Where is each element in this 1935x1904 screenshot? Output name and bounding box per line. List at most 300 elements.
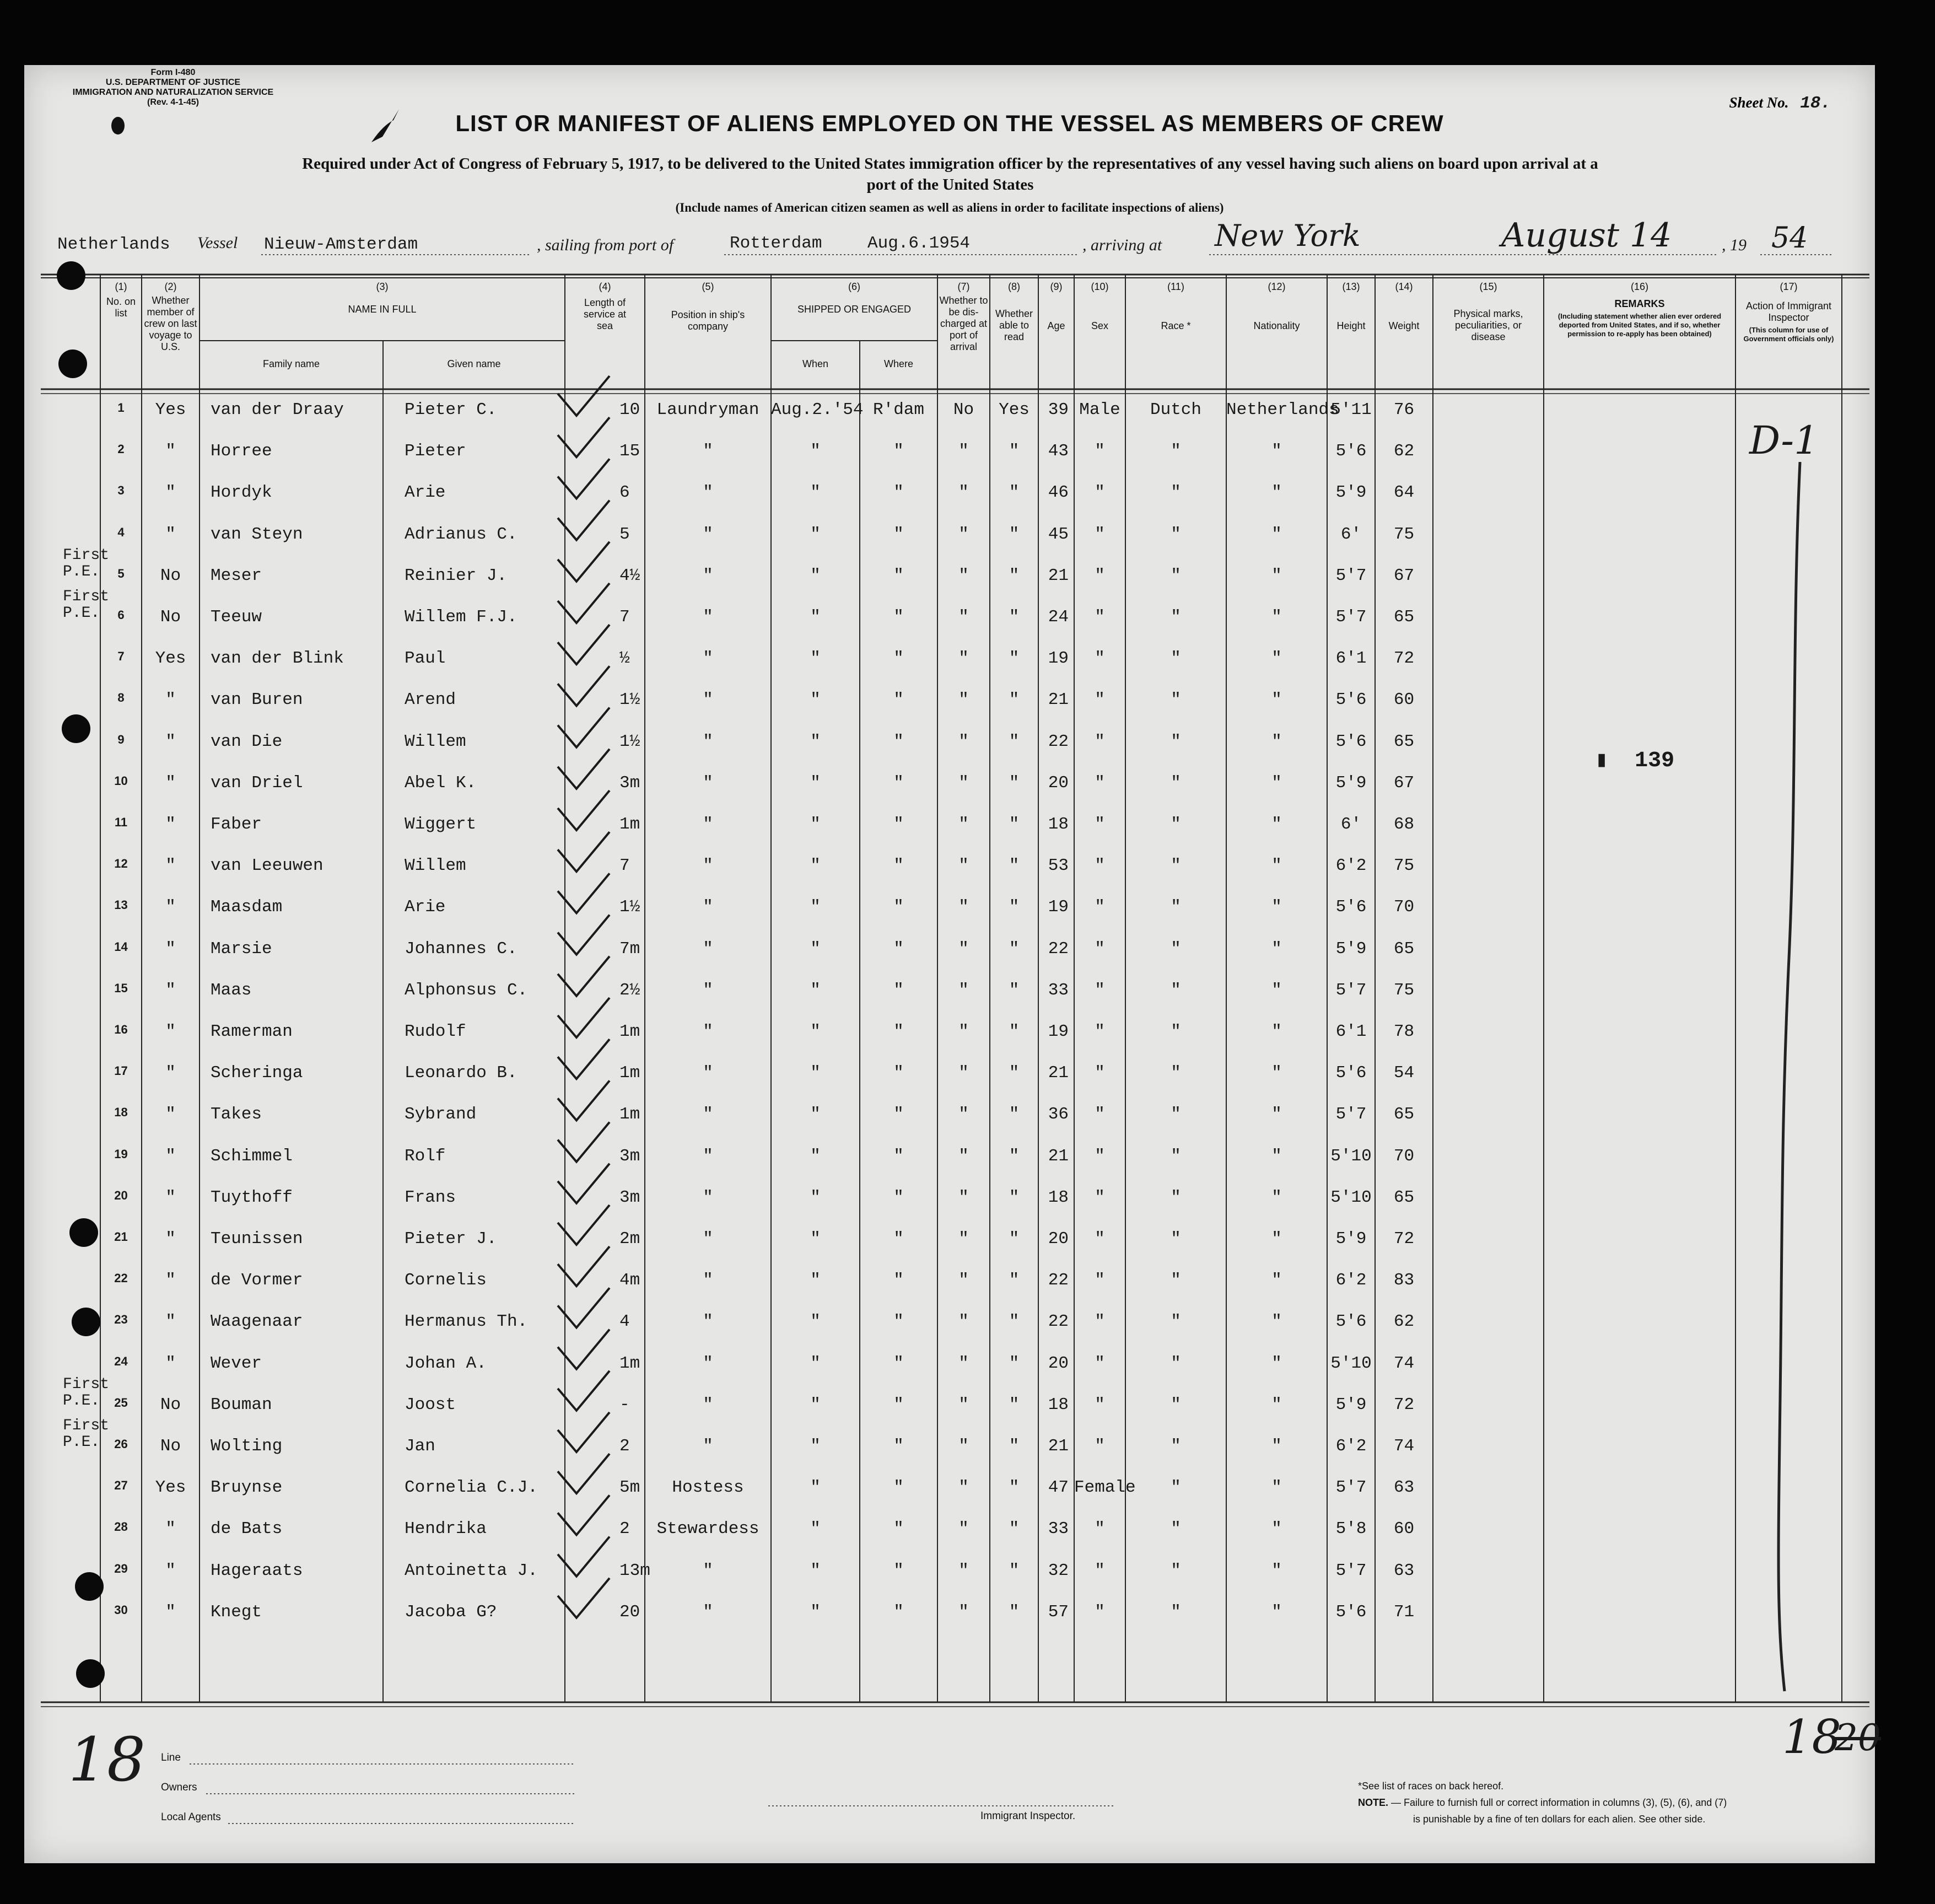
nationality: " bbox=[1271, 1187, 1282, 1207]
position: Hostess bbox=[672, 1478, 744, 1498]
sex: " bbox=[1095, 1063, 1105, 1083]
shipped-where: " bbox=[893, 690, 904, 710]
weight: 67 bbox=[1393, 566, 1415, 585]
col15-header: (15) Physical marks, peculiarities, or disease bbox=[1453, 281, 1523, 342]
shipped-where: " bbox=[893, 442, 904, 461]
position: " bbox=[703, 442, 713, 461]
col3-header: (3) NAME IN FULL bbox=[348, 281, 417, 315]
shipped-when: " bbox=[810, 607, 821, 627]
given-name: Antoinetta J. bbox=[405, 1561, 538, 1580]
nationality: " bbox=[1271, 980, 1282, 1000]
punch-hole bbox=[75, 1572, 104, 1601]
weight: 70 bbox=[1393, 897, 1415, 917]
given-name: Frans bbox=[405, 1187, 456, 1207]
manifest-title: LIST OR MANIFEST OF ALIENS EMPLOYED ON THE VESSEL AS MEMBERS OF CREW bbox=[455, 110, 1444, 136]
service-length: 2½ bbox=[619, 980, 640, 1000]
sheet-hand-left: 18 bbox=[68, 1724, 145, 1795]
previous-voyage: " bbox=[165, 1519, 176, 1539]
check-mark bbox=[558, 708, 610, 747]
family-name: de Vormer bbox=[211, 1271, 303, 1290]
family-name: van Steyn bbox=[211, 524, 303, 544]
col3-given-header: Given name bbox=[447, 358, 501, 369]
col1-header: (1) No. on list bbox=[106, 281, 136, 319]
shipped-when: " bbox=[810, 1437, 821, 1456]
to-be-discharged: " bbox=[958, 524, 969, 544]
service-length: 4 bbox=[619, 1312, 630, 1332]
family-name: van Leeuwen bbox=[211, 856, 324, 876]
able-to-read: " bbox=[1009, 1561, 1020, 1580]
previous-voyage: " bbox=[165, 897, 176, 917]
previous-voyage: " bbox=[165, 1353, 176, 1373]
check-mark bbox=[558, 915, 610, 955]
nationality: " bbox=[1271, 856, 1282, 876]
shipped-where: " bbox=[893, 1063, 904, 1083]
row-number: 4 bbox=[117, 525, 125, 539]
able-to-read: " bbox=[1009, 524, 1020, 544]
position: " bbox=[703, 483, 713, 503]
sex: " bbox=[1095, 1229, 1105, 1249]
row-number: 28 bbox=[114, 1520, 128, 1534]
age: 21 bbox=[1048, 566, 1069, 585]
position: " bbox=[703, 1561, 713, 1580]
subtitle-note: (Include names of American citizen seamen as well as aliens in order to facilitate inspections of aliens) bbox=[675, 201, 1224, 214]
vessel-country: Netherlands bbox=[57, 235, 170, 254]
height: 5'6 bbox=[1335, 690, 1367, 710]
able-to-read: " bbox=[1009, 1271, 1020, 1290]
manifest-sheet bbox=[24, 65, 1881, 1863]
weight: 63 bbox=[1393, 1561, 1415, 1580]
weight: 78 bbox=[1393, 1022, 1415, 1041]
to-be-discharged: " bbox=[958, 1395, 969, 1414]
shipped-when: " bbox=[810, 1312, 821, 1332]
to-be-discharged: " bbox=[958, 442, 969, 461]
row-number: 30 bbox=[114, 1602, 128, 1617]
vessel-name: Nieuw-Amsterdam bbox=[264, 235, 418, 254]
footer-owners-label: Owners bbox=[161, 1782, 197, 1793]
age: 18 bbox=[1048, 1187, 1069, 1207]
remarks-stamp: ▮ 139 bbox=[1595, 749, 1675, 773]
service-length: 1m bbox=[619, 1353, 640, 1373]
sex: " bbox=[1095, 1561, 1105, 1580]
able-to-read: " bbox=[1009, 1022, 1020, 1041]
given-name: Paul bbox=[405, 649, 446, 669]
given-name: Cornelis bbox=[405, 1271, 487, 1290]
check-mark bbox=[558, 1039, 610, 1079]
shipped-where: " bbox=[893, 897, 904, 917]
shipped-when: " bbox=[810, 442, 821, 461]
shipped-when: " bbox=[810, 732, 821, 751]
position: " bbox=[703, 732, 713, 751]
shipped-where: " bbox=[893, 1312, 904, 1332]
weight: 71 bbox=[1393, 1602, 1415, 1622]
family-name: van der Blink bbox=[211, 649, 344, 669]
previous-voyage: No bbox=[160, 1437, 181, 1456]
previous-voyage: " bbox=[165, 524, 176, 544]
service-length: 2 bbox=[619, 1519, 630, 1539]
position: " bbox=[703, 1395, 713, 1414]
to-be-discharged: " bbox=[958, 732, 969, 751]
row-number: 19 bbox=[114, 1147, 128, 1161]
shipped-where: " bbox=[893, 1271, 904, 1290]
nationality: " bbox=[1271, 1437, 1282, 1456]
age: 21 bbox=[1048, 690, 1069, 710]
col9-header: (9) Age bbox=[1047, 281, 1065, 331]
previous-voyage: " bbox=[165, 1187, 176, 1207]
to-be-discharged: " bbox=[958, 566, 969, 585]
family-name: Hageraats bbox=[211, 1561, 303, 1580]
check-mark bbox=[558, 1495, 610, 1535]
family-name: Faber bbox=[211, 815, 262, 834]
shipped-where: " bbox=[893, 1146, 904, 1166]
sex: " bbox=[1095, 1519, 1105, 1539]
race: " bbox=[1171, 1478, 1181, 1498]
arriving-port: New York bbox=[1215, 218, 1361, 253]
family-name: Marsie bbox=[211, 939, 272, 959]
sex: " bbox=[1095, 815, 1105, 834]
height: 6' bbox=[1340, 524, 1362, 544]
shipped-where: " bbox=[893, 1229, 904, 1249]
age: 46 bbox=[1048, 483, 1069, 503]
position: Stewardess bbox=[656, 1519, 759, 1539]
given-name: Rudolf bbox=[405, 1022, 466, 1041]
able-to-read: " bbox=[1009, 1187, 1020, 1207]
age: 45 bbox=[1048, 524, 1069, 544]
given-name: Hendrika bbox=[405, 1519, 487, 1539]
to-be-discharged: " bbox=[958, 1146, 969, 1166]
shipped-where: " bbox=[893, 649, 904, 669]
height: 6'1 bbox=[1335, 649, 1367, 669]
service-length: 15 bbox=[619, 442, 640, 461]
nationality: " bbox=[1271, 1602, 1282, 1622]
previous-voyage: No bbox=[160, 566, 181, 585]
age: 53 bbox=[1048, 856, 1069, 876]
nationality: " bbox=[1271, 442, 1282, 461]
nationality: " bbox=[1271, 1022, 1282, 1041]
position: " bbox=[703, 524, 713, 544]
check-mark bbox=[558, 1205, 610, 1245]
given-name: Hermanus Th. bbox=[405, 1312, 528, 1332]
previous-voyage: " bbox=[165, 1105, 176, 1125]
shipped-when: " bbox=[810, 1187, 821, 1207]
shipped-where: " bbox=[893, 1602, 904, 1622]
race: " bbox=[1171, 1602, 1181, 1622]
family-name: Maasdam bbox=[211, 897, 283, 917]
able-to-read: " bbox=[1009, 1063, 1020, 1083]
height: 6'2 bbox=[1335, 1437, 1367, 1456]
sex: " bbox=[1095, 897, 1105, 917]
given-name: Alphonsus C. bbox=[405, 980, 528, 1000]
shipped-when: " bbox=[810, 980, 821, 1000]
sheet-hand-right: 18 bbox=[1782, 1710, 1841, 1764]
sex: Female bbox=[1074, 1478, 1136, 1498]
nationality: " bbox=[1271, 483, 1282, 503]
race: " bbox=[1171, 524, 1181, 544]
nationality: " bbox=[1271, 1271, 1282, 1290]
footer-note: NOTE. — Failure to furnish full or correct information in columns (3), (5), (6), and (7) bbox=[1358, 1797, 1727, 1808]
sex: " bbox=[1095, 856, 1105, 876]
height: 6'2 bbox=[1335, 1271, 1367, 1290]
punch-hole bbox=[57, 261, 85, 290]
shipped-where: " bbox=[893, 566, 904, 585]
sex: " bbox=[1095, 1105, 1105, 1125]
family-name: van Die bbox=[211, 732, 283, 751]
able-to-read: " bbox=[1009, 1478, 1020, 1498]
check-mark bbox=[558, 998, 610, 1037]
col4-header: (4) Length of service at sea bbox=[583, 281, 627, 331]
check-mark bbox=[558, 1412, 610, 1452]
subtitle-line-2: port of the United States bbox=[866, 176, 1034, 193]
family-name: Scheringa bbox=[211, 1063, 303, 1083]
shipped-when: " bbox=[810, 1519, 821, 1539]
age: 33 bbox=[1048, 980, 1069, 1000]
sex: " bbox=[1095, 649, 1105, 669]
check-mark bbox=[558, 956, 610, 996]
nationality: " bbox=[1271, 732, 1282, 751]
nationality: " bbox=[1271, 524, 1282, 544]
row-number: 18 bbox=[114, 1105, 128, 1120]
able-to-read: " bbox=[1009, 980, 1020, 1000]
shipped-when: " bbox=[810, 1353, 821, 1373]
nationality: " bbox=[1271, 1519, 1282, 1539]
to-be-discharged: " bbox=[958, 483, 969, 503]
position: " bbox=[703, 939, 713, 959]
department-line: U.S. DEPARTMENT OF JUSTICE bbox=[105, 78, 241, 87]
given-name: Arend bbox=[405, 690, 456, 710]
row-number: 12 bbox=[114, 857, 128, 871]
arriving-label: , arriving at bbox=[1082, 236, 1162, 254]
height: 5'6 bbox=[1335, 1602, 1367, 1622]
family-name: Bruynse bbox=[211, 1478, 283, 1498]
age: 19 bbox=[1048, 1022, 1069, 1041]
given-name: Pieter C. bbox=[405, 400, 497, 419]
race: " bbox=[1171, 1063, 1181, 1083]
weight: 64 bbox=[1393, 483, 1415, 503]
shipped-where: " bbox=[893, 980, 904, 1000]
able-to-read: " bbox=[1009, 1353, 1020, 1373]
service-length: 1m bbox=[619, 1022, 640, 1041]
footer-races-note: *See list of races on back hereof. bbox=[1358, 1781, 1504, 1792]
height: 5'6 bbox=[1335, 442, 1367, 461]
height: 5'7 bbox=[1335, 607, 1367, 627]
to-be-discharged: " bbox=[958, 1229, 969, 1249]
service-length: 1m bbox=[619, 1105, 640, 1125]
family-name: van Driel bbox=[211, 773, 303, 793]
sex: " bbox=[1095, 442, 1105, 461]
family-name: van Buren bbox=[211, 690, 303, 710]
weight: 60 bbox=[1393, 690, 1415, 710]
weight: 74 bbox=[1393, 1437, 1415, 1456]
to-be-discharged: " bbox=[958, 1437, 969, 1456]
nationality: " bbox=[1271, 1561, 1282, 1580]
nationality: " bbox=[1271, 649, 1282, 669]
row-number: 25 bbox=[114, 1395, 128, 1410]
position: Laundryman bbox=[656, 400, 759, 419]
to-be-discharged: " bbox=[958, 1478, 969, 1498]
margin-note: First P.E. bbox=[63, 1375, 110, 1410]
shipped-where: " bbox=[893, 1478, 904, 1498]
nationality: " bbox=[1271, 1105, 1282, 1125]
form-number: Form I-480 bbox=[150, 68, 196, 77]
row-number: 2 bbox=[117, 442, 125, 456]
to-be-discharged: " bbox=[958, 815, 969, 834]
weight: 76 bbox=[1393, 400, 1415, 419]
row-number: 1 bbox=[117, 401, 125, 415]
able-to-read: " bbox=[1009, 442, 1020, 461]
race: " bbox=[1171, 856, 1181, 876]
shipped-when: " bbox=[810, 1229, 821, 1249]
able-to-read: " bbox=[1009, 815, 1020, 834]
age: 20 bbox=[1048, 773, 1069, 793]
nationality: " bbox=[1271, 1229, 1282, 1249]
height: 5'10 bbox=[1330, 1146, 1372, 1166]
previous-voyage: " bbox=[165, 1022, 176, 1041]
check-mark bbox=[558, 1578, 610, 1618]
nationality: " bbox=[1271, 815, 1282, 834]
sex: " bbox=[1095, 690, 1105, 710]
to-be-discharged: " bbox=[958, 649, 969, 669]
height: 5'10 bbox=[1330, 1187, 1372, 1207]
check-mark bbox=[558, 1371, 610, 1411]
height: 5'10 bbox=[1330, 1353, 1372, 1373]
position: " bbox=[703, 1146, 713, 1166]
shipped-when: " bbox=[810, 649, 821, 669]
race: " bbox=[1171, 1561, 1181, 1580]
shipped-where: R'dam bbox=[872, 400, 924, 419]
sex: Male bbox=[1079, 400, 1120, 419]
row-number: 6 bbox=[117, 608, 125, 622]
row-number: 23 bbox=[114, 1313, 128, 1327]
nationality: " bbox=[1271, 897, 1282, 917]
check-mark bbox=[558, 1288, 610, 1327]
shipped-where: " bbox=[893, 939, 904, 959]
height: 5'7 bbox=[1335, 980, 1367, 1000]
row-number: 22 bbox=[114, 1271, 128, 1286]
col10-header: (10) Sex bbox=[1091, 281, 1109, 331]
row-number: 16 bbox=[114, 1023, 128, 1036]
able-to-read: " bbox=[1009, 483, 1020, 503]
given-name: Pieter J. bbox=[405, 1229, 497, 1249]
nationality: " bbox=[1271, 1478, 1282, 1498]
to-be-discharged: " bbox=[958, 980, 969, 1000]
service-length: 13m bbox=[619, 1561, 650, 1580]
shipped-where: " bbox=[893, 1022, 904, 1041]
check-mark bbox=[558, 1246, 610, 1286]
shipped-when: " bbox=[810, 1022, 821, 1041]
previous-voyage: " bbox=[165, 856, 176, 876]
check-mark bbox=[558, 666, 610, 706]
nationality: " bbox=[1271, 1353, 1282, 1373]
shipped-where: " bbox=[893, 1105, 904, 1125]
service-length: 1m bbox=[619, 815, 640, 834]
height: 5'9 bbox=[1335, 773, 1367, 793]
nationality: " bbox=[1271, 773, 1282, 793]
age: 20 bbox=[1048, 1353, 1069, 1373]
position: " bbox=[703, 649, 713, 669]
check-mark bbox=[558, 1164, 610, 1203]
able-to-read: " bbox=[1009, 1519, 1020, 1539]
race: " bbox=[1171, 773, 1181, 793]
previous-voyage: " bbox=[165, 1312, 176, 1332]
age: 19 bbox=[1048, 897, 1069, 917]
row-number: 3 bbox=[117, 483, 125, 498]
able-to-read: " bbox=[1009, 1229, 1020, 1249]
given-name: Willem bbox=[405, 856, 466, 876]
shipped-where: " bbox=[893, 1353, 904, 1373]
race: " bbox=[1171, 1353, 1181, 1373]
family-name: Schimmel bbox=[211, 1146, 293, 1166]
to-be-discharged: " bbox=[958, 1312, 969, 1332]
race: " bbox=[1171, 1312, 1181, 1332]
race: " bbox=[1171, 690, 1181, 710]
to-be-discharged: " bbox=[958, 1519, 969, 1539]
check-marks bbox=[24, 65, 1875, 1863]
able-to-read: " bbox=[1009, 856, 1020, 876]
service-length: 6 bbox=[619, 483, 630, 503]
family-name: Hordyk bbox=[211, 483, 272, 503]
given-name: Arie bbox=[405, 483, 446, 503]
family-name: Knegt bbox=[211, 1602, 262, 1622]
race: " bbox=[1171, 897, 1181, 917]
age: 21 bbox=[1048, 1063, 1069, 1083]
row-number: 13 bbox=[114, 898, 128, 912]
weight: 62 bbox=[1393, 1312, 1415, 1332]
able-to-read: Yes bbox=[999, 400, 1030, 419]
col6-when-header: When bbox=[802, 358, 829, 369]
previous-voyage: " bbox=[165, 1146, 176, 1166]
given-name: Arie bbox=[405, 897, 446, 917]
sex: " bbox=[1095, 939, 1105, 959]
footer-line-label: Line bbox=[161, 1752, 181, 1763]
check-mark bbox=[558, 376, 610, 416]
sex: " bbox=[1095, 483, 1105, 503]
given-name: Leonardo B. bbox=[405, 1063, 518, 1083]
height: 5'7 bbox=[1335, 566, 1367, 585]
year-suffix: 54 bbox=[1771, 222, 1808, 255]
nationality: " bbox=[1271, 1395, 1282, 1414]
given-name: Johan A. bbox=[405, 1353, 487, 1373]
position: " bbox=[703, 815, 713, 834]
age: 36 bbox=[1048, 1105, 1069, 1125]
age: 39 bbox=[1048, 400, 1069, 419]
shipped-where: " bbox=[893, 483, 904, 503]
given-name: Rolf bbox=[405, 1146, 446, 1166]
sex: " bbox=[1095, 732, 1105, 751]
service-length: 5m bbox=[619, 1478, 640, 1498]
service-length: 1½ bbox=[619, 897, 640, 917]
col12-header: (12) Nationality bbox=[1253, 281, 1300, 331]
service-length: ½ bbox=[619, 649, 630, 669]
punch-hole bbox=[69, 1218, 98, 1247]
row-number: 7 bbox=[117, 649, 125, 664]
weight: 65 bbox=[1393, 607, 1415, 627]
previous-voyage: " bbox=[165, 690, 176, 710]
weight: 75 bbox=[1393, 856, 1415, 876]
given-name: Joost bbox=[405, 1395, 456, 1414]
service-length: 7 bbox=[619, 856, 630, 876]
shipped-when: " bbox=[810, 1271, 821, 1290]
previous-voyage: " bbox=[165, 773, 176, 793]
sex: " bbox=[1095, 1187, 1105, 1207]
previous-voyage: Yes bbox=[155, 1478, 186, 1498]
shipped-where: " bbox=[893, 1561, 904, 1580]
age: 22 bbox=[1048, 1312, 1069, 1332]
height: 5'9 bbox=[1335, 939, 1367, 959]
row-number: 20 bbox=[114, 1188, 128, 1202]
height: 5'9 bbox=[1335, 1395, 1367, 1414]
height: 5'11 bbox=[1330, 400, 1372, 419]
age: 24 bbox=[1048, 607, 1069, 627]
race: Dutch bbox=[1150, 400, 1201, 419]
